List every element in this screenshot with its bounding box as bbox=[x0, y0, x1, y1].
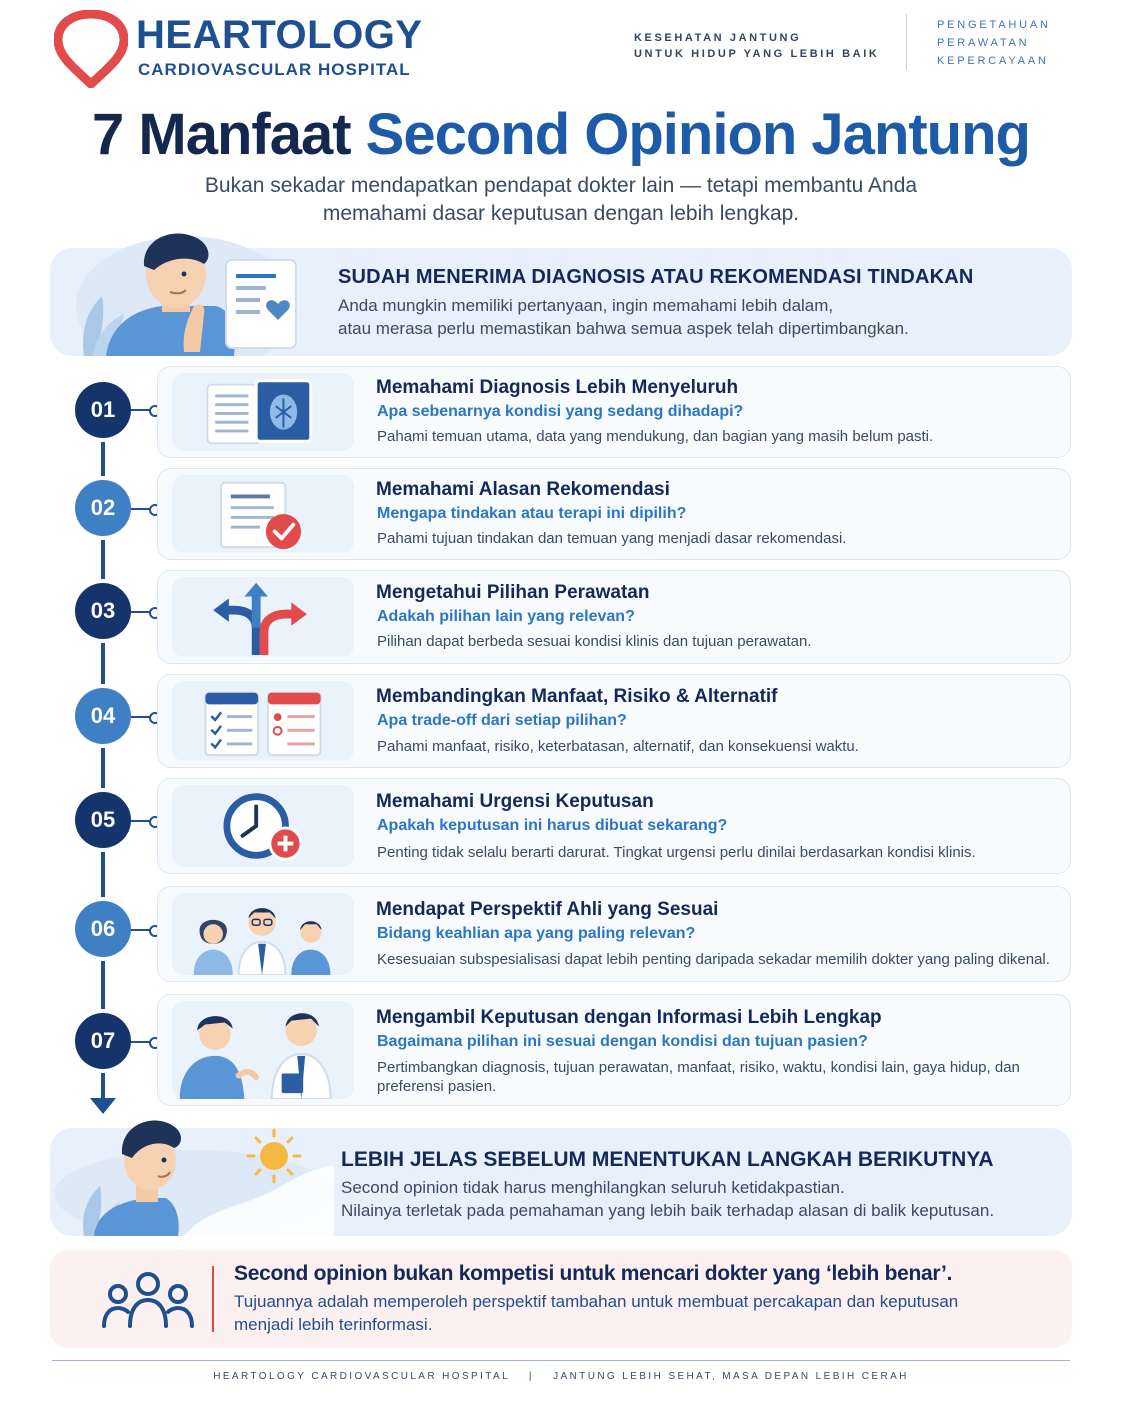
step-description: Pahami manfaat, risiko, keterbatasan, alternatif, dan konsekuensi waktu. bbox=[377, 738, 859, 755]
step-card bbox=[157, 366, 1071, 458]
outro-line: Nilainya terletak pada pemahaman yang lebih baik terhadap alasan di balik keputusan. bbox=[341, 1201, 995, 1220]
value-item: PENGETAHUAN bbox=[937, 19, 1051, 31]
note-line: menjadi lebih terinformasi. bbox=[234, 1315, 433, 1334]
step-badge: 04 bbox=[75, 688, 131, 744]
medical-team-icon bbox=[172, 893, 354, 975]
step-question: Bagaimana pilihan ini sesuai dengan kondisi dan tujuan pasien? bbox=[377, 1033, 868, 1050]
step-description: Pahami tujuan tindakan dan temuan yang menjadi dasar rekomendasi. bbox=[377, 530, 847, 547]
header-divider bbox=[906, 14, 907, 70]
step-card bbox=[157, 994, 1071, 1106]
intro-heading: SUDAH MENERIMA DIAGNOSIS ATAU REKOMENDASI TINDAKAN bbox=[338, 266, 974, 288]
step-badge: 02 bbox=[75, 480, 131, 536]
clock-plus-icon bbox=[172, 785, 354, 867]
step-badge: 01 bbox=[75, 382, 131, 438]
step-connector bbox=[131, 929, 155, 931]
step-card bbox=[157, 570, 1071, 664]
step-question: Apa sebenarnya kondisi yang sedang dihadapi? bbox=[377, 403, 744, 420]
doctor-patient-icon bbox=[172, 1001, 354, 1099]
footer-hospital: HEARTOLOGY CARDIOVASCULAR HOSPITAL bbox=[213, 1371, 510, 1382]
step-title: Memahami Alasan Rekomendasi bbox=[376, 479, 670, 500]
person-sunrise-icon bbox=[54, 1110, 334, 1236]
intro-text bbox=[338, 294, 1038, 340]
note-divider bbox=[212, 1266, 214, 1332]
outro-heading: LEBIH JELAS SEBELUM MENENTUKAN LANGKAH BERIKUTNYA bbox=[341, 1148, 994, 1171]
step-title: Mengambil Keputusan dengan Informasi Lebih Lengkap bbox=[376, 1007, 882, 1028]
step-description: Kesesuaian subspesialisasi dapat lebih penting daripada sekadar memilih dokter yang paling dikenal. bbox=[377, 951, 1050, 968]
step-description: Pilihan dapat berbeda sesuai kondisi klinis dan tujuan perawatan. bbox=[377, 633, 812, 650]
note-text bbox=[234, 1290, 1054, 1336]
step-title: Membandingkan Manfaat, Risiko & Alternatif bbox=[376, 686, 778, 707]
page-title bbox=[0, 102, 1122, 168]
step-badge: 03 bbox=[75, 583, 131, 639]
subtitle-line: Bukan sekadar mendapatkan pendapat dokter lain — tetapi membantu Anda bbox=[204, 174, 918, 197]
step-connector bbox=[131, 409, 155, 411]
brand-name: HEARTOLOGY bbox=[136, 13, 423, 57]
page-subtitle bbox=[100, 172, 1022, 228]
thinking-patient-icon bbox=[66, 226, 366, 356]
value-item: KEPERCAYAAN bbox=[937, 55, 1049, 67]
value-item: PERAWATAN bbox=[937, 37, 1030, 49]
step-question: Apakah keputusan ini harus dibuat sekarang? bbox=[377, 817, 728, 834]
footer-divider bbox=[52, 1360, 1070, 1361]
title-part-dark: 7 Manfaat bbox=[92, 102, 351, 167]
outro-line: Second opinion tidak harus menghilangkan seluruh ketidakpastian. bbox=[341, 1178, 845, 1197]
step-card bbox=[157, 674, 1071, 768]
footer-slogan: JANTUNG LEBIH SEHAT, MASA DEPAN LEBIH CERAH bbox=[553, 1371, 909, 1382]
step-title: Memahami Diagnosis Lebih Menyeluruh bbox=[376, 377, 739, 398]
step-card bbox=[157, 886, 1071, 982]
step-connector bbox=[131, 508, 155, 510]
step-connector bbox=[131, 820, 155, 822]
brand-values bbox=[937, 16, 1051, 70]
step-card bbox=[157, 468, 1071, 560]
step-card bbox=[157, 778, 1071, 874]
step-question: Bidang keahlian apa yang paling relevan? bbox=[377, 925, 696, 942]
step-connector bbox=[131, 1041, 155, 1043]
tagline-line: KESEHATAN JANTUNG bbox=[634, 32, 802, 44]
report-xray-icon bbox=[172, 373, 354, 451]
step-title: Mendapat Perspektif Ahli yang Sesuai bbox=[376, 899, 719, 920]
step-badge: 05 bbox=[75, 792, 131, 848]
split-arrows-icon bbox=[172, 577, 354, 657]
brand-tagline bbox=[634, 30, 879, 62]
step-title: Mengetahui Pilihan Perawatan bbox=[376, 582, 650, 603]
compare-lists-icon bbox=[172, 681, 354, 761]
step-title: Memahami Urgensi Keputusan bbox=[376, 791, 654, 812]
note-title: Second opinion bukan kompetisi untuk mencari dokter yang ‘lebih benar’. bbox=[234, 1262, 953, 1285]
step-badge: 07 bbox=[75, 1013, 131, 1069]
people-group-icon bbox=[98, 1266, 198, 1332]
heart-pin-icon bbox=[54, 10, 128, 88]
tagline-line: UNTUK HIDUP YANG LEBIH BAIK bbox=[634, 48, 880, 60]
step-connector bbox=[131, 611, 155, 613]
step-question: Adakah pilihan lain yang relevan? bbox=[377, 608, 635, 625]
note-line: Tujuannya adalah memperoleh perspektif tambahan untuk membuat percakapan dan keputusan bbox=[234, 1292, 959, 1311]
subtitle-line: memahami dasar keputusan dengan lebih lengkap. bbox=[322, 202, 800, 225]
step-description: Pahami temuan utama, data yang mendukung, dan bagian yang masih belum pasti. bbox=[377, 428, 934, 445]
step-connector bbox=[131, 716, 155, 718]
step-description: Pertimbangkan diagnosis, tujuan perawatan, manfaat, risiko, waktu, kondisi lain, gaya hidup, dan preferensi pasien. bbox=[377, 1059, 1020, 1095]
step-description: Penting tidak selalu berarti darurat. Tingkat urgensi perlu dinilai berdasarkan kondisi klinis. bbox=[377, 844, 976, 861]
step-badge: 06 bbox=[75, 901, 131, 957]
footer-separator: | bbox=[528, 1371, 534, 1382]
brand-subtitle: CARDIOVASCULAR HOSPITAL bbox=[138, 60, 411, 79]
header bbox=[0, 0, 1122, 100]
outro-text bbox=[341, 1176, 1061, 1222]
document-check-icon bbox=[172, 475, 354, 553]
intro-line: atau merasa perlu memastikan bahwa semua aspek telah dipertimbangkan. bbox=[338, 319, 909, 338]
intro-line: Anda mungkin memiliki pertanyaan, ingin memahami lebih dalam, bbox=[338, 296, 834, 315]
footer bbox=[0, 1371, 1122, 1382]
step-question: Apa trade-off dari setiap pilihan? bbox=[377, 712, 627, 729]
step-question: Mengapa tindakan atau terapi ini dipilih? bbox=[377, 505, 687, 522]
title-part-blue: Second Opinion Jantung bbox=[365, 102, 1030, 167]
